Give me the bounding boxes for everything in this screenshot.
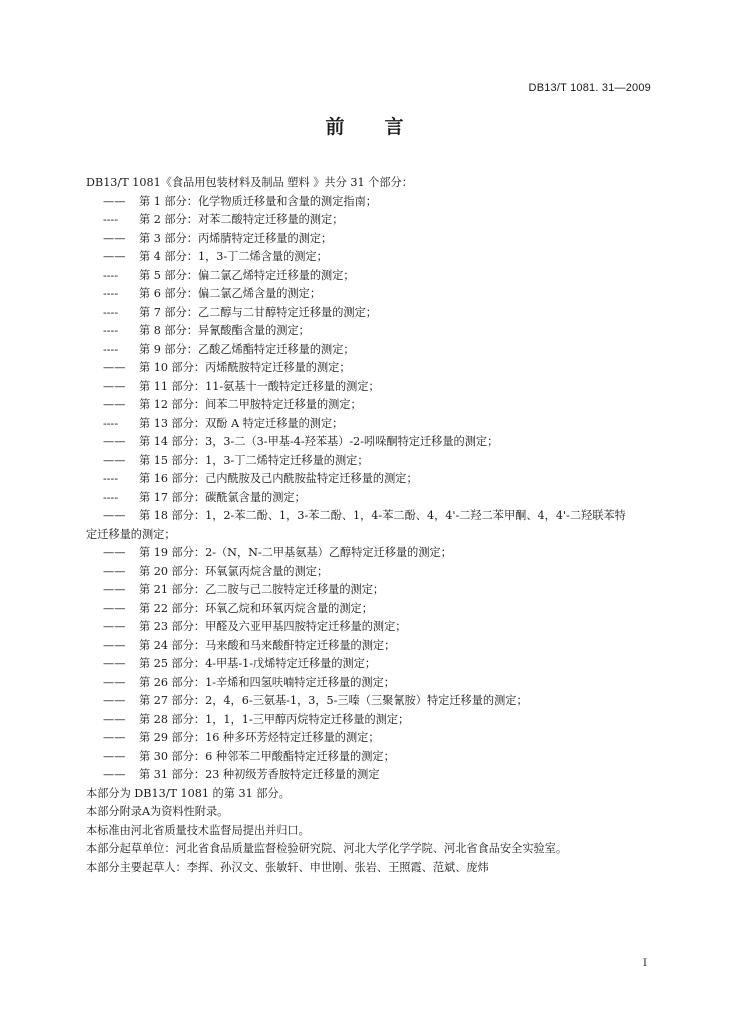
- list-item: [86, 193, 658, 212]
- note-proposer: 本标准由河北省质量技术监督局提出并归口。: [86, 823, 310, 837]
- list-dash: ——: [103, 453, 126, 467]
- list-dash: ——: [103, 361, 126, 374]
- list-item-text: 第 15 部分：1，3-丁二烯特定迁移量的测定；: [139, 453, 369, 467]
- list-item-text: 第 23 部分：甲醛及六亚甲基四胺特定迁移量的测定；: [139, 620, 407, 633]
- list-item-text: 第 29 部分：16 种多环芳烃特定迁移量的测定；: [139, 731, 380, 744]
- list-item: [86, 489, 658, 508]
- list-item: [86, 729, 658, 748]
- list-dash: ——: [103, 564, 126, 578]
- list-dash: ——: [103, 250, 126, 263]
- list-item: [86, 322, 658, 341]
- list-dash: ——: [103, 694, 126, 707]
- list-item: [86, 748, 658, 767]
- list-item: [86, 304, 658, 323]
- list-item: [86, 766, 658, 785]
- list-dash: ——: [103, 768, 126, 781]
- list-dash: ——: [103, 620, 126, 633]
- note-appendix: 本部分附录A为资料性附录。: [86, 805, 229, 818]
- list-dash: ——: [103, 731, 126, 744]
- list-item-text: 第 12 部分：间苯二甲胺特定迁移量的测定；: [139, 398, 362, 411]
- list-item-text: 第 21 部分：乙二胺与己二胺特定迁移量的测定；: [139, 583, 385, 596]
- list-item: [86, 600, 658, 619]
- list-dash: ——: [103, 749, 126, 763]
- list-dash: ——: [103, 657, 126, 670]
- list-item-continuation: 定迁移量的测定；: [86, 527, 176, 541]
- list-item-text: 第 18 部分：1，2-苯二酚、1，3-苯二酚、1，4-苯二酚、4，4'-二羟二苯甲酮、4，4'-二羟联苯特: [139, 509, 626, 522]
- list-dash: ——: [103, 435, 126, 448]
- list-item: [86, 507, 658, 526]
- list-item: [86, 211, 658, 230]
- list-item-text: 第 20 部分：环氧氯丙烷含量的测定；: [139, 564, 329, 578]
- list-item-text: 第 16 部分：己内酰胺及己内酰胺盐特定迁移量的测定；: [139, 472, 418, 485]
- list-dash: ----: [103, 342, 119, 356]
- list-dash: ----: [103, 472, 119, 485]
- list-dash: ——: [103, 194, 126, 208]
- list-dash: ——: [103, 379, 126, 393]
- list-dash: ——: [103, 398, 126, 411]
- list-dash: ——: [103, 601, 126, 615]
- list-item: [86, 655, 658, 674]
- list-item-text: 第 17 部分：碳酰氯含量的测定；: [139, 490, 306, 504]
- list-item: [86, 378, 658, 397]
- list-item: [86, 359, 658, 378]
- list-item-text: 第 27 部分：2，4，6-三氨基-1，3，5-三嗪（三聚氰胺）特定迁移量的测定；: [139, 694, 528, 707]
- list-item: [86, 581, 658, 600]
- list-item: [86, 618, 658, 637]
- document-body: [86, 174, 658, 877]
- list-item: [86, 470, 658, 489]
- list-item-text: 第 5 部分：偏二氯乙烯特定迁移量的测定；: [139, 268, 355, 282]
- list-item: [86, 674, 658, 693]
- list-dash: ----: [103, 287, 119, 300]
- list-item: [86, 341, 658, 360]
- parts-list-continued: [86, 544, 658, 785]
- page-title: 前言: [325, 116, 444, 138]
- list-item-text: 第 14 部分：3，3-二（3-甲基-4-羟苯基）-2-吲哚酮特定迁移量的测定；: [139, 435, 499, 448]
- document-code: DB13/T 1081. 31—2009: [528, 82, 651, 94]
- list-item-text: 第 1 部分：化学物质迁移量和含量的测定指南；: [139, 194, 377, 208]
- list-dash: ----: [103, 324, 119, 337]
- list-dash: ——: [103, 231, 126, 245]
- list-item-text: 第 30 部分：6 种邻苯二甲酸酯特定迁移量的测定；: [139, 749, 395, 763]
- note-drafting-units: 本部分起草单位：河北省食品质量监督检验研究院、河北大学化学学院、河北省食品安全实验室。: [86, 842, 568, 855]
- list-dash: ——: [103, 509, 126, 522]
- list-item: [86, 563, 658, 582]
- list-item: [86, 711, 658, 730]
- list-item-text: 第 13 部分：双酚 A 特定迁移量的测定；: [139, 416, 344, 430]
- list-dash: ----: [103, 305, 119, 319]
- list-item-text: 第 2 部分：对苯二酸特定迁移量的测定；: [139, 213, 344, 226]
- list-item-text: 第 26 部分：1-辛烯和四氢呋喃特定迁移量的测定；: [139, 675, 395, 689]
- list-dash: ——: [103, 583, 126, 596]
- list-dash: ——: [103, 546, 126, 559]
- list-item: [86, 248, 658, 267]
- list-item-text: 第 3 部分：丙烯腈特定迁移量的测定；: [139, 231, 333, 245]
- note-drafters: 本部分主要起草人：李挥、孙汉文、张敏轩、申世刚、张岩、王照霞、范斌、庞炜: [86, 860, 489, 874]
- note-part-of: 本部分为 DB13/T 1081 的第 31 部分。: [86, 786, 290, 800]
- list-item: [86, 692, 658, 711]
- list-item: [86, 544, 658, 563]
- list-dash: ——: [103, 712, 126, 726]
- list-item: [86, 396, 658, 415]
- list-item-text: 第 24 部分：马来酸和马来酸酐特定迁移量的测定；: [139, 638, 396, 652]
- list-item-text: 第 31 部分：23 种初级芳香胺特定迁移量的测定: [139, 768, 380, 781]
- list-item-text: 第 8 部分：异氰酸酯含量的测定；: [139, 324, 310, 337]
- list-dash: ----: [103, 416, 119, 430]
- parts-list: [86, 193, 658, 508]
- list-item-text: 第 4 部分：1，3-丁二烯含量的测定；: [139, 250, 328, 263]
- list-dash: ----: [103, 268, 119, 282]
- list-item-text: 第 10 部分：丙烯酰胺特定迁移量的测定；: [139, 361, 351, 374]
- list-item: [86, 452, 658, 471]
- list-item-text: 第 19 部分：2-（N，N-二甲基氨基）乙醇特定迁移量的测定；: [139, 546, 452, 559]
- list-item: [86, 230, 658, 249]
- list-item-text: 第 22 部分：环氧乙烷和环氧丙烷含量的测定；: [139, 601, 373, 615]
- list-item-text: 第 28 部分：1，1，1-三甲醇丙烷特定迁移量的测定；: [139, 712, 410, 726]
- list-item-text: 第 11 部分：11-氨基十一酸特定迁移量的测定；: [139, 379, 380, 393]
- list-item: [86, 415, 658, 434]
- list-item: [86, 267, 658, 286]
- list-item-text: 第 9 部分：乙酸乙烯酯特定迁移量的测定；: [139, 342, 355, 356]
- list-dash: ——: [103, 675, 126, 689]
- list-item: [86, 285, 658, 304]
- list-item: [86, 433, 658, 452]
- list-dash: ——: [103, 638, 126, 652]
- list-dash: ----: [103, 213, 119, 226]
- list-item-text: 第 7 部分：乙二醇与二甘醇特定迁移量的测定；: [139, 305, 377, 319]
- page-number: I: [643, 958, 647, 969]
- list-item-text: 第 25 部分：4-甲基-1-戊烯特定迁移量的测定；: [139, 657, 377, 670]
- list-dash: ----: [103, 490, 119, 504]
- list-item: [86, 637, 658, 656]
- list-item-text: 第 6 部分：偏二氯乙烯含量的测定；: [139, 287, 322, 300]
- intro-line: DB13/T 1081《食品用包装材料及制品 塑料 》共分 31 个部分：: [86, 176, 413, 189]
